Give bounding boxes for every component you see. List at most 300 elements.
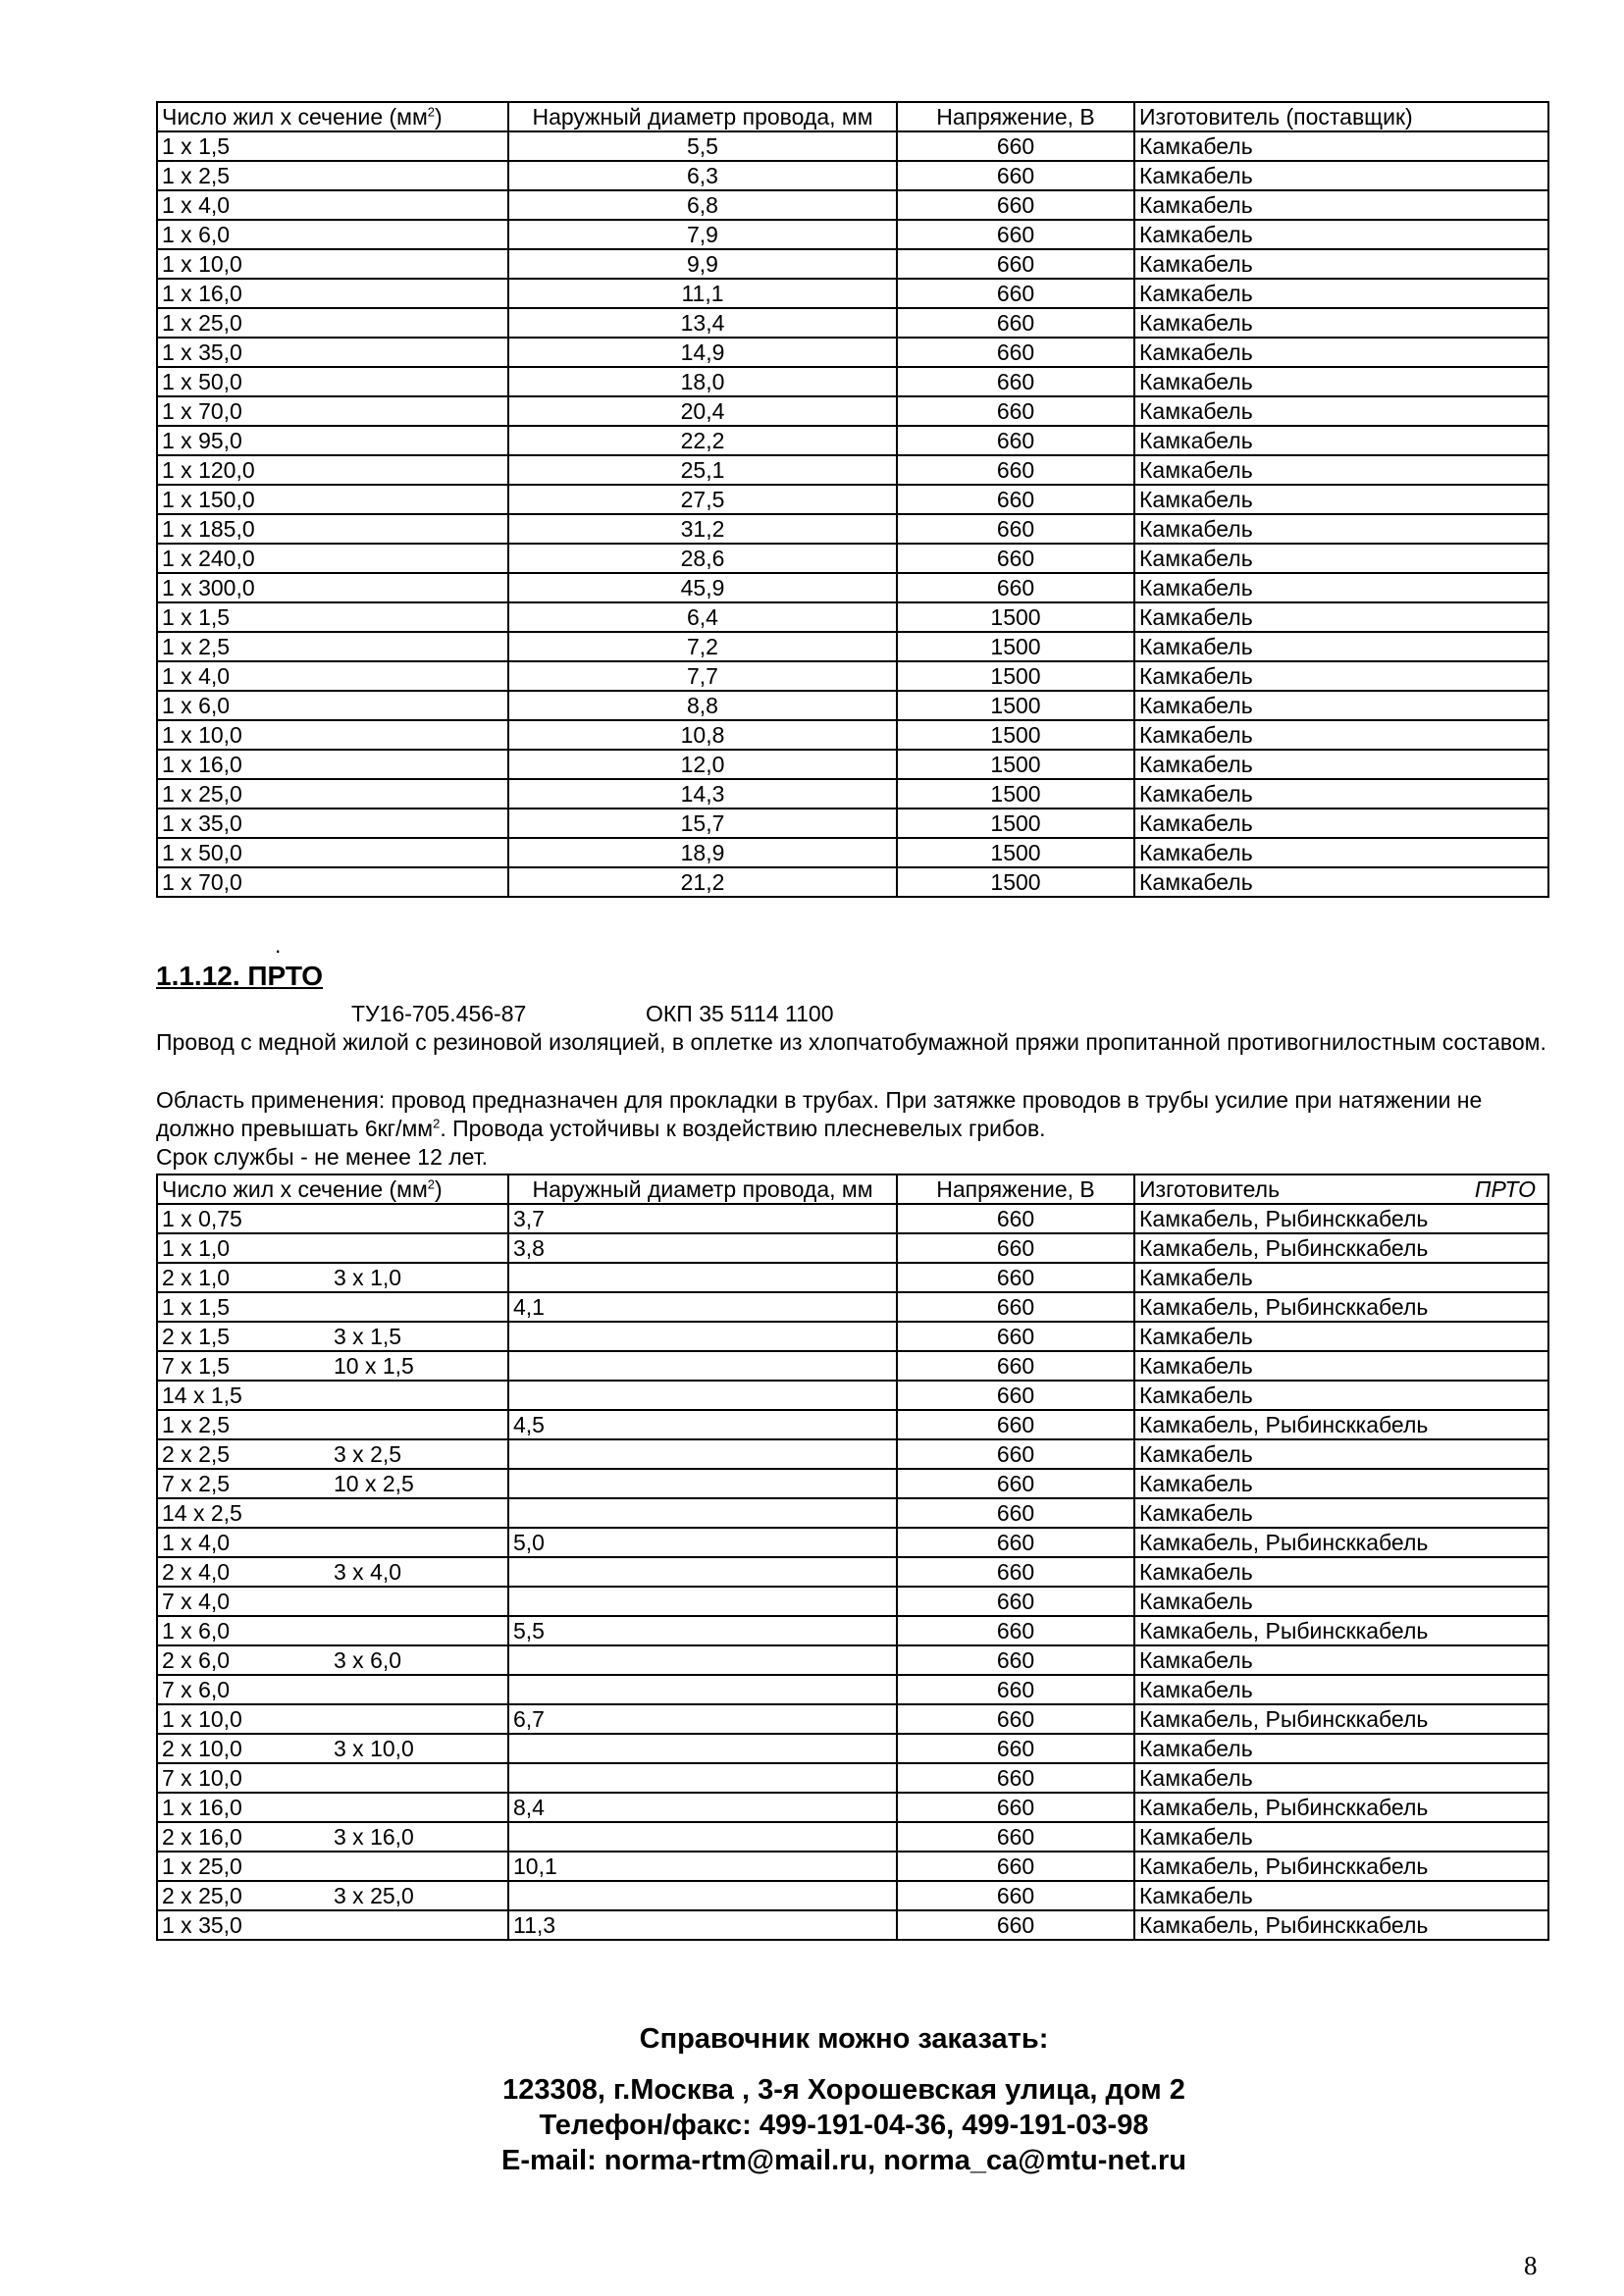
- core-option-a: 7 х 4,0: [162, 1589, 231, 1614]
- cell-manufacturer: Камкабель: [1134, 1675, 1548, 1704]
- cell-cores: [157, 1233, 508, 1263]
- table-row: [157, 1263, 1548, 1292]
- cell-cores: [157, 1498, 508, 1528]
- cell-cores: [157, 1793, 508, 1822]
- cell-cores: [157, 1528, 508, 1557]
- cell-diameter: [508, 1322, 897, 1351]
- cell-cores: [157, 1351, 508, 1381]
- core-option-a: 14 х 1,5: [162, 1383, 242, 1408]
- cell-voltage: 660: [897, 1263, 1134, 1292]
- cell-manufacturer: Камкабель: [1134, 573, 1548, 602]
- cell-diameter: [508, 1381, 897, 1410]
- header-voltage: Напряжение, В: [897, 102, 1134, 131]
- table-row: [157, 779, 1548, 809]
- cell-voltage: 660: [897, 1645, 1134, 1675]
- cell-diameter: [508, 1557, 897, 1587]
- cell-cores: 1 х 95,0: [157, 426, 508, 455]
- service-life-text: Срок службы - не менее 12 лет.: [156, 1144, 489, 1170]
- core-option-a: 1 х 4,0: [162, 1530, 231, 1555]
- table-row: [157, 1498, 1548, 1528]
- core-option-a: 2 х 1,5: [162, 1324, 231, 1349]
- cell-diameter: 11,3: [508, 1910, 897, 1940]
- cell-voltage: 660: [897, 1675, 1134, 1704]
- cell-diameter: 6,7: [508, 1704, 897, 1734]
- cell-cores: 1 х 2,5: [157, 632, 508, 661]
- table-row: [157, 720, 1548, 750]
- cell-diameter: 6,3: [508, 161, 897, 190]
- cell-diameter: 14,3: [508, 779, 897, 809]
- table-row: [157, 1675, 1548, 1704]
- cell-diameter: 15,7: [508, 809, 897, 838]
- cell-manufacturer: Камкабель, Рыбинсккабель: [1134, 1910, 1548, 1940]
- core-option-a: 14 х 2,5: [162, 1500, 242, 1526]
- cell-cores: 1 х 150,0: [157, 485, 508, 514]
- cell-voltage: 1500: [897, 691, 1134, 720]
- core-option-a: 1 х 10,0: [162, 1706, 242, 1732]
- core-option-a: 7 х 2,5: [162, 1471, 231, 1496]
- header-manufacturer: Изготовитель ПРТО: [1134, 1174, 1548, 1204]
- cell-manufacturer: Камкабель: [1134, 338, 1548, 367]
- core-option-b: 3 х 6,0: [334, 1647, 402, 1673]
- cell-manufacturer: Камкабель: [1134, 279, 1548, 308]
- cell-voltage: 660: [897, 1910, 1134, 1940]
- core-option-a: 1 х 35,0: [162, 1912, 242, 1938]
- core-option-b: 3 х 1,0: [334, 1265, 402, 1290]
- cell-cores: 1 х 1,5: [157, 602, 508, 632]
- cell-manufacturer: Камкабель: [1134, 1645, 1548, 1675]
- cell-manufacturer: Камкабель: [1134, 1822, 1548, 1852]
- cell-voltage: 1500: [897, 809, 1134, 838]
- cell-voltage: 660: [897, 1557, 1134, 1587]
- table-row: [157, 867, 1548, 897]
- cell-cores: 1 х 10,0: [157, 249, 508, 279]
- cell-manufacturer: Камкабель: [1134, 426, 1548, 455]
- core-option-a: 2 х 1,0: [162, 1265, 231, 1290]
- cell-cores: 1 х 4,0: [157, 190, 508, 220]
- cell-diameter: [508, 1822, 897, 1852]
- cell-diameter: 6,8: [508, 190, 897, 220]
- cell-voltage: 660: [897, 308, 1134, 338]
- core-option-b: 3 х 1,5: [334, 1324, 402, 1349]
- cell-voltage: 660: [897, 514, 1134, 544]
- core-option-b: 10 х 2,5: [334, 1471, 414, 1496]
- cell-manufacturer: Камкабель, Рыбинсккабель: [1134, 1292, 1548, 1322]
- cell-voltage: 660: [897, 1469, 1134, 1498]
- cell-cores: 1 х 2,5: [157, 161, 508, 190]
- cell-diameter: 10,8: [508, 720, 897, 750]
- cell-diameter: [508, 1587, 897, 1616]
- table-row: [157, 573, 1548, 602]
- table-row: [157, 190, 1548, 220]
- table-row: [157, 220, 1548, 249]
- cell-diameter: [508, 1675, 897, 1704]
- table-row: [157, 1616, 1548, 1645]
- header-note: ПРТО: [1474, 1176, 1536, 1202]
- cell-voltage: 1500: [897, 720, 1134, 750]
- table-row: [157, 1557, 1548, 1587]
- cell-cores: 1 х 25,0: [157, 308, 508, 338]
- table-row: [157, 632, 1548, 661]
- cell-diameter: 20,4: [508, 396, 897, 426]
- table-row: [157, 1852, 1548, 1881]
- cell-manufacturer: Камкабель: [1134, 838, 1548, 867]
- cell-cores: [157, 1910, 508, 1940]
- table-row: [157, 1351, 1548, 1381]
- table-row: [157, 1822, 1548, 1852]
- core-option-a: 2 х 2,5: [162, 1441, 231, 1467]
- cell-voltage: 1500: [897, 602, 1134, 632]
- cell-manufacturer: Камкабель: [1134, 485, 1548, 514]
- header-manufacturer: Изготовитель (поставщик): [1134, 102, 1548, 131]
- cell-manufacturer: Камкабель: [1134, 1351, 1548, 1381]
- cell-manufacturer: Камкабель: [1134, 1763, 1548, 1793]
- table-row: [157, 1233, 1548, 1263]
- description-text: Провод с медной жилой с резиновой изоляцией, в оплетке из хлопчатобумажной пряжи пропитанной противогнилостным составом.: [156, 1029, 1546, 1055]
- table-row: [157, 1645, 1548, 1675]
- cell-diameter: 12,0: [508, 750, 897, 779]
- core-option-a: 7 х 6,0: [162, 1677, 231, 1702]
- core-option-a: 1 х 1,0: [162, 1235, 231, 1261]
- cell-cores: [157, 1822, 508, 1852]
- cell-manufacturer: Камкабель, Рыбинсккабель: [1134, 1233, 1548, 1263]
- cell-cores: 1 х 300,0: [157, 573, 508, 602]
- cell-diameter: 27,5: [508, 485, 897, 514]
- cell-manufacturer: Камкабель, Рыбинсккабель: [1134, 1793, 1548, 1822]
- cell-cores: 1 х 25,0: [157, 779, 508, 809]
- cell-diameter: 4,5: [508, 1410, 897, 1439]
- cell-cores: [157, 1322, 508, 1351]
- cell-manufacturer: Камкабель: [1134, 602, 1548, 632]
- core-option-a: 1 х 16,0: [162, 1795, 242, 1820]
- cell-diameter: [508, 1498, 897, 1528]
- cell-manufacturer: Камкабель: [1134, 1469, 1548, 1498]
- cell-manufacturer: Камкабель, Рыбинсккабель: [1134, 1410, 1548, 1439]
- table-row: [157, 338, 1548, 367]
- table-row: [157, 1587, 1548, 1616]
- cell-diameter: 3,8: [508, 1233, 897, 1263]
- cell-cores: [157, 1645, 508, 1675]
- cell-manufacturer: Камкабель: [1134, 661, 1548, 691]
- cable-table-1: [156, 101, 1549, 898]
- section-title: 1.1.12. ПРТО: [156, 961, 324, 991]
- table-row: [157, 1793, 1548, 1822]
- cell-cores: [157, 1881, 508, 1910]
- cell-manufacturer: Камкабель: [1134, 514, 1548, 544]
- cell-voltage: 660: [897, 1793, 1134, 1822]
- table-row: [157, 1704, 1548, 1734]
- cell-cores: [157, 1852, 508, 1881]
- table-row: [157, 279, 1548, 308]
- address-line: 123308, г.Москва , 3-я Хорошевская улица, дом 2: [502, 2074, 1185, 2106]
- table-row: [157, 1410, 1548, 1439]
- cell-voltage: 1500: [897, 632, 1134, 661]
- cell-cores: [157, 1587, 508, 1616]
- cell-cores: [157, 1204, 508, 1233]
- table-row: [157, 514, 1548, 544]
- table-row: [157, 1469, 1548, 1498]
- cell-manufacturer: Камкабель: [1134, 544, 1548, 573]
- application-area-text: Область применения: провод предназначен для прокладки в трубах. При затяжке проводов в трубы усилие при натяжении не должно превышать $6кг/мм^2$. Провода устойчивы к воздействию плесневелых грибов.: [156, 1087, 1483, 1141]
- table-row: [157, 1910, 1548, 1940]
- core-option-b: 10 х 1,5: [334, 1353, 414, 1379]
- table-row: [157, 1763, 1548, 1793]
- table-row: [157, 809, 1548, 838]
- page-number: 8: [1524, 2251, 1538, 2280]
- cell-manufacturer: Камкабель: [1134, 691, 1548, 720]
- table-row: [157, 485, 1548, 514]
- table-row: [157, 602, 1548, 632]
- cell-diameter: [508, 1645, 897, 1675]
- cable-table-2: [156, 1174, 1549, 1941]
- cell-voltage: 660: [897, 1763, 1134, 1793]
- cell-voltage: 660: [897, 573, 1134, 602]
- header-voltage: Напряжение, В: [897, 1174, 1134, 1204]
- cell-diameter: 25,1: [508, 455, 897, 485]
- cell-diameter: [508, 1734, 897, 1763]
- cell-cores: [157, 1263, 508, 1292]
- cell-voltage: 660: [897, 1734, 1134, 1763]
- table-row: [157, 661, 1548, 691]
- okp-code: ОКП 35 5114 1100: [646, 1001, 834, 1026]
- cell-voltage: 660: [897, 1204, 1134, 1233]
- table-row: [157, 426, 1548, 455]
- cell-cores: [157, 1763, 508, 1793]
- table-row: [157, 131, 1548, 161]
- phone-line: Телефон/факс: 499-191-04-36, 499-191-03-98: [539, 2110, 1149, 2141]
- cell-voltage: 660: [897, 1704, 1134, 1734]
- cell-diameter: 4,1: [508, 1292, 897, 1322]
- cell-cores: [157, 1439, 508, 1469]
- cell-cores: [157, 1469, 508, 1498]
- table-row: [157, 161, 1548, 190]
- cell-voltage: 660: [897, 338, 1134, 367]
- cell-cores: [157, 1292, 508, 1322]
- cell-diameter: 8,8: [508, 691, 897, 720]
- email-line: E-mail: norma-rtm@mail.ru, norma_ca@mtu-net.ru: [501, 2145, 1186, 2176]
- cell-diameter: 3,7: [508, 1204, 897, 1233]
- core-option-b: 3 х 10,0: [334, 1736, 414, 1761]
- core-option-b: 3 х 4,0: [334, 1559, 402, 1585]
- table-row: [157, 1381, 1548, 1410]
- core-option-a: 2 х 6,0: [162, 1647, 231, 1673]
- cell-cores: 1 х 16,0: [157, 750, 508, 779]
- cell-voltage: 660: [897, 1498, 1134, 1528]
- stray-dot: .: [275, 932, 282, 958]
- cell-manufacturer: Камкабель, Рыбинсккабель: [1134, 1528, 1548, 1557]
- cell-manufacturer: Камкабель: [1134, 455, 1548, 485]
- cell-manufacturer: Камкабель: [1134, 220, 1548, 249]
- cell-manufacturer: Камкабель: [1134, 867, 1548, 897]
- cell-voltage: 660: [897, 1852, 1134, 1881]
- cell-diameter: 11,1: [508, 279, 897, 308]
- cell-cores: [157, 1616, 508, 1645]
- cell-diameter: 8,4: [508, 1793, 897, 1822]
- cell-diameter: 5,5: [508, 1616, 897, 1645]
- cell-voltage: 660: [897, 1881, 1134, 1910]
- core-option-b: 3 х 16,0: [334, 1824, 414, 1850]
- core-option-a: 2 х 10,0: [162, 1736, 242, 1761]
- cell-cores: 1 х 240,0: [157, 544, 508, 573]
- cell-voltage: 660: [897, 220, 1134, 249]
- cell-diameter: 7,7: [508, 661, 897, 691]
- cell-manufacturer: Камкабель: [1134, 1263, 1548, 1292]
- table-row: [157, 455, 1548, 485]
- cell-cores: [157, 1410, 508, 1439]
- table-row: [157, 1322, 1548, 1351]
- cell-manufacturer: Камкабель: [1134, 190, 1548, 220]
- cell-cores: 1 х 6,0: [157, 220, 508, 249]
- core-option-a: 2 х 4,0: [162, 1559, 231, 1585]
- cell-diameter: 18,0: [508, 367, 897, 396]
- cell-voltage: 1500: [897, 838, 1134, 867]
- cell-manufacturer: Камкабель: [1134, 1439, 1548, 1469]
- cell-voltage: 660: [897, 1351, 1134, 1381]
- table-row: [157, 838, 1548, 867]
- table-row: [157, 1881, 1548, 1910]
- core-option-b: 3 х 25,0: [334, 1883, 414, 1908]
- cell-cores: 1 х 6,0: [157, 691, 508, 720]
- cell-voltage: 660: [897, 279, 1134, 308]
- table-row: [157, 1204, 1548, 1233]
- cell-voltage: 660: [897, 1410, 1134, 1439]
- cell-manufacturer: Камкабель: [1134, 1587, 1548, 1616]
- cell-voltage: 660: [897, 426, 1134, 455]
- cell-manufacturer: Камкабель: [1134, 308, 1548, 338]
- cell-diameter: 7,2: [508, 632, 897, 661]
- cell-voltage: 660: [897, 131, 1134, 161]
- table-header-row: [157, 102, 1548, 131]
- cell-diameter: [508, 1763, 897, 1793]
- cell-manufacturer: Камкабель: [1134, 367, 1548, 396]
- header-cores: Число жил х сечение $(мм^2)$: [157, 1174, 508, 1204]
- header-diameter: Наружный диаметр провода, мм: [508, 102, 897, 131]
- table-row: [157, 691, 1548, 720]
- cell-voltage: 660: [897, 1381, 1134, 1410]
- table-row: [157, 1292, 1548, 1322]
- cell-voltage: 1500: [897, 661, 1134, 691]
- table-row: [157, 249, 1548, 279]
- cell-diameter: 7,9: [508, 220, 897, 249]
- cell-voltage: 660: [897, 544, 1134, 573]
- cell-diameter: 14,9: [508, 338, 897, 367]
- cell-cores: 1 х 10,0: [157, 720, 508, 750]
- table-row: [157, 396, 1548, 426]
- core-option-a: 2 х 16,0: [162, 1824, 242, 1850]
- cell-cores: 1 х 4,0: [157, 661, 508, 691]
- cell-cores: 1 х 35,0: [157, 809, 508, 838]
- cell-manufacturer: Камкабель, Рыбинсккабель: [1134, 1704, 1548, 1734]
- table-row: [157, 750, 1548, 779]
- cell-voltage: 1500: [897, 779, 1134, 809]
- cell-cores: 1 х 35,0: [157, 338, 508, 367]
- cell-manufacturer: Камкабель: [1134, 720, 1548, 750]
- cell-cores: 1 х 120,0: [157, 455, 508, 485]
- core-option-a: 1 х 6,0: [162, 1618, 231, 1644]
- cell-cores: [157, 1734, 508, 1763]
- cell-manufacturer: Камкабель: [1134, 632, 1548, 661]
- cell-manufacturer: Камкабель, Рыбинсккабель: [1134, 1616, 1548, 1645]
- table-header-row: [157, 1174, 1548, 1204]
- header-diameter: Наружный диаметр провода, мм: [508, 1174, 897, 1204]
- core-option-b: 3 х 2,5: [334, 1441, 402, 1467]
- cell-diameter: [508, 1263, 897, 1292]
- table-row: [157, 308, 1548, 338]
- cell-diameter: 6,4: [508, 602, 897, 632]
- cell-diameter: 28,6: [508, 544, 897, 573]
- cell-cores: [157, 1381, 508, 1410]
- cell-diameter: [508, 1469, 897, 1498]
- cell-manufacturer: Камкабель: [1134, 750, 1548, 779]
- cell-voltage: 660: [897, 1233, 1134, 1263]
- table-row: [157, 1528, 1548, 1557]
- cell-manufacturer: Камкабель: [1134, 161, 1548, 190]
- cell-cores: 1 х 16,0: [157, 279, 508, 308]
- cell-manufacturer: Камкабель: [1134, 249, 1548, 279]
- cell-cores: 1 х 185,0: [157, 514, 508, 544]
- cell-cores: [157, 1704, 508, 1734]
- core-option-a: 1 х 0,75: [162, 1206, 242, 1231]
- table-row: [157, 367, 1548, 396]
- cell-diameter: 10,1: [508, 1852, 897, 1881]
- cell-cores: 1 х 1,5: [157, 131, 508, 161]
- cell-diameter: 22,2: [508, 426, 897, 455]
- cell-diameter: [508, 1439, 897, 1469]
- core-option-a: 1 х 1,5: [162, 1294, 231, 1320]
- core-option-a: 1 х 2,5: [162, 1412, 231, 1437]
- cell-voltage: 660: [897, 1587, 1134, 1616]
- order-heading: Справочник можно заказать:: [639, 2023, 1049, 2055]
- cell-manufacturer: Камкабель: [1134, 809, 1548, 838]
- cell-voltage: 1500: [897, 867, 1134, 897]
- cell-manufacturer: Камкабель, Рыбинсккабель: [1134, 1852, 1548, 1881]
- cell-diameter: 21,2: [508, 867, 897, 897]
- cell-voltage: 660: [897, 190, 1134, 220]
- cell-manufacturer: Камкабель: [1134, 779, 1548, 809]
- core-option-a: 1 х 25,0: [162, 1853, 242, 1879]
- tu-code: ТУ16-705.456-87: [351, 1001, 527, 1026]
- cell-diameter: 5,0: [508, 1528, 897, 1557]
- cell-diameter: 31,2: [508, 514, 897, 544]
- cell-manufacturer: Камкабель: [1134, 1734, 1548, 1763]
- cell-cores: [157, 1557, 508, 1587]
- cell-manufacturer: Камкабель, Рыбинсккабель: [1134, 1204, 1548, 1233]
- cell-voltage: 660: [897, 455, 1134, 485]
- cell-manufacturer: Камкабель: [1134, 1322, 1548, 1351]
- header-cores: Число жил х сечение $(мм^2)$: [157, 102, 508, 131]
- table-row: [157, 1734, 1548, 1763]
- cell-voltage: 660: [897, 1528, 1134, 1557]
- cell-manufacturer: Камкабель: [1134, 1498, 1548, 1528]
- cell-voltage: 660: [897, 485, 1134, 514]
- core-option-a: 7 х 10,0: [162, 1765, 242, 1791]
- cell-voltage: 660: [897, 1322, 1134, 1351]
- cell-manufacturer: Камкабель: [1134, 1881, 1548, 1910]
- cell-manufacturer: Камкабель: [1134, 1557, 1548, 1587]
- cell-voltage: 660: [897, 161, 1134, 190]
- cell-manufacturer: Камкабель: [1134, 1381, 1548, 1410]
- table-row: [157, 1439, 1548, 1469]
- cell-diameter: 5,5: [508, 131, 897, 161]
- cell-cores: 1 х 70,0: [157, 867, 508, 897]
- cell-cores: 1 х 50,0: [157, 838, 508, 867]
- cell-manufacturer: Камкабель: [1134, 131, 1548, 161]
- core-option-a: 2 х 25,0: [162, 1883, 242, 1908]
- cell-voltage: 660: [897, 1616, 1134, 1645]
- cell-voltage: 660: [897, 1439, 1134, 1469]
- cell-diameter: 45,9: [508, 573, 897, 602]
- cell-diameter: 9,9: [508, 249, 897, 279]
- cell-diameter: 13,4: [508, 308, 897, 338]
